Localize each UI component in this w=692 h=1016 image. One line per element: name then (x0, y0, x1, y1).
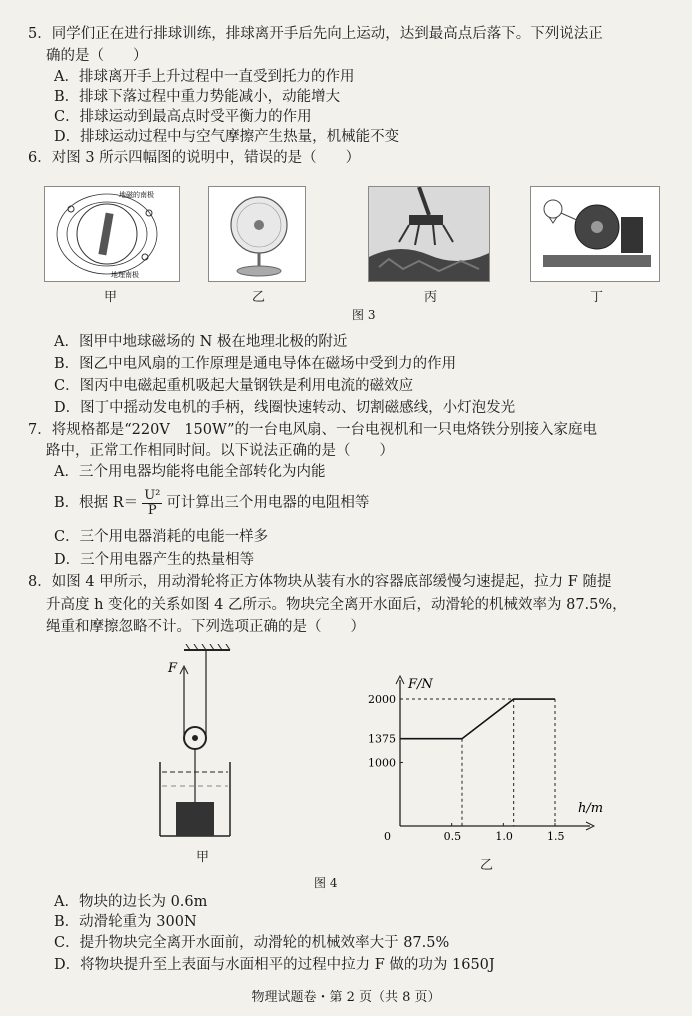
fig3-earth-magnet (44, 186, 180, 282)
q5-option-d: D．排球运动过程中与空气摩擦产生热量，机械能不变 (54, 129, 400, 145)
electric-fan-icon (209, 187, 305, 281)
q6-option-a: A．图甲中地球磁场的 N 极在地理北极的附近 (54, 334, 348, 350)
q8-option-d: D．将物块提升至上表面与水面相平的过程中拉力 F 做的功为 1650J (54, 957, 495, 973)
q5-option-c: C．排球运动到最高点时受平衡力的作用 (54, 109, 312, 125)
q5-stem-line2: 确的是（ ） (46, 48, 148, 64)
q6-stem: 6．对图 3 所示四幅图的说明中，错误的是（ ） (28, 150, 361, 166)
fig4-caption: 图 4 (314, 876, 338, 890)
q8-stem-line2: 升高度 h 变化的关系如图 4 乙所示。物块完全离开水面后，动滑轮的机械效率为 87.5%， (46, 597, 627, 613)
fig3-label-ding: 丁 (590, 290, 604, 305)
q7-option-b (54, 486, 369, 520)
earth-magnetic-field-illustration (45, 187, 179, 281)
fig3-generator (530, 186, 660, 282)
q8-option-b: B．动滑轮重为 300N (54, 914, 197, 930)
q5-option-b: B．排球下落过程中重力势能减小，动能增大 (54, 89, 341, 105)
y-tick-label-0: 1000 (368, 756, 396, 770)
q7-option-b-prefix: B．根据 R＝ (54, 495, 139, 511)
formula-numerator: U² (144, 487, 161, 503)
force-label: F (168, 661, 178, 676)
q7-option-d: D．三个用电器产生的热量相等 (54, 552, 255, 568)
q7-option-b-suffix: 可计算出三个用电器的电阻相等 (166, 495, 370, 511)
north-pole-label: 地磁的南极 (119, 191, 154, 199)
y-axis-label: F/N (408, 677, 433, 692)
q7-stem-line1: 7．将规格都是“220V 150W”的一台电风扇、一台电视机和一只电烙铁分别接入家庭电 (28, 422, 598, 438)
electromagnet-crane-photo (369, 187, 489, 281)
q6-option-d: D．图丁中摇动发电机的手柄，线圈快速转动、切割磁感线，小灯泡发光 (54, 400, 516, 416)
q8-option-c: C．提升物块完全离开水面前，动滑轮的机械效率大于 87.5% (54, 935, 450, 951)
south-pole-label: 地理南极 (111, 271, 139, 279)
y-tick-label-1: 1375 (368, 732, 396, 746)
q5-option-a: A．排球离开手上升过程中一直受到托力的作用 (54, 69, 355, 85)
fig3-label-jia: 甲 (104, 290, 118, 305)
origin-label: 0 (384, 830, 391, 843)
page-footer: 物理试题卷・第 2 页（共 8 页） (251, 990, 441, 1005)
q6-option-c: C．图丙中电磁起重机吸起大量钢铁是利用电流的磁效应 (54, 378, 414, 394)
fig3-fan (208, 186, 306, 282)
fig4-force-height-chart (360, 666, 620, 856)
fig3-caption: 图 3 (352, 308, 376, 322)
q8-stem-line3: 绳重和摩擦忽略不计。下列选项正确的是（ ） (46, 619, 365, 635)
series-line (400, 699, 555, 739)
y-tick-label-2: 2000 (368, 693, 396, 707)
q8-stem-line1: 8．如图 4 甲所示，用动滑轮将正方体物块从装有水的容器底部缓慢匀速提起，拉力 F 随提 (28, 574, 612, 590)
q8-option-a: A．物块的边长为 0.6m (54, 894, 208, 910)
q6-option-b: B．图乙中电风扇的工作原理是通电导体在磁场中受到力的作用 (54, 356, 457, 372)
fig3-electromagnet-crane (368, 186, 490, 282)
fig3-label-bing: 丙 (424, 290, 438, 305)
fig4-pulley-diagram (150, 644, 250, 844)
hand-generator-icon (531, 187, 659, 281)
x-tick-label-0: 0.5 (443, 830, 462, 843)
fig4-label-jia: 甲 (196, 850, 210, 865)
fig4-label-yi: 乙 (480, 858, 494, 873)
fig3-label-yi: 乙 (252, 290, 266, 305)
q7-option-a: A．三个用电器均能将电能全部转化为内能 (54, 464, 326, 480)
formula-denominator: P (147, 502, 157, 518)
q7-stem-line2: 路中，正常工作相同时间。以下说法正确的是（ ） (46, 443, 394, 459)
formula-fraction (142, 489, 162, 518)
x-axis-label: h/m (578, 801, 604, 816)
q7-option-c: C．三个用电器消耗的电能一样多 (54, 529, 269, 545)
q5-stem-line1: 5．同学们正在进行排球训练，排球离开手后先向上运动，达到最高点后落下。下列说法正 (28, 26, 603, 42)
x-tick-label-2: 1.5 (547, 830, 565, 843)
x-tick-label-1: 1.0 (495, 830, 513, 843)
